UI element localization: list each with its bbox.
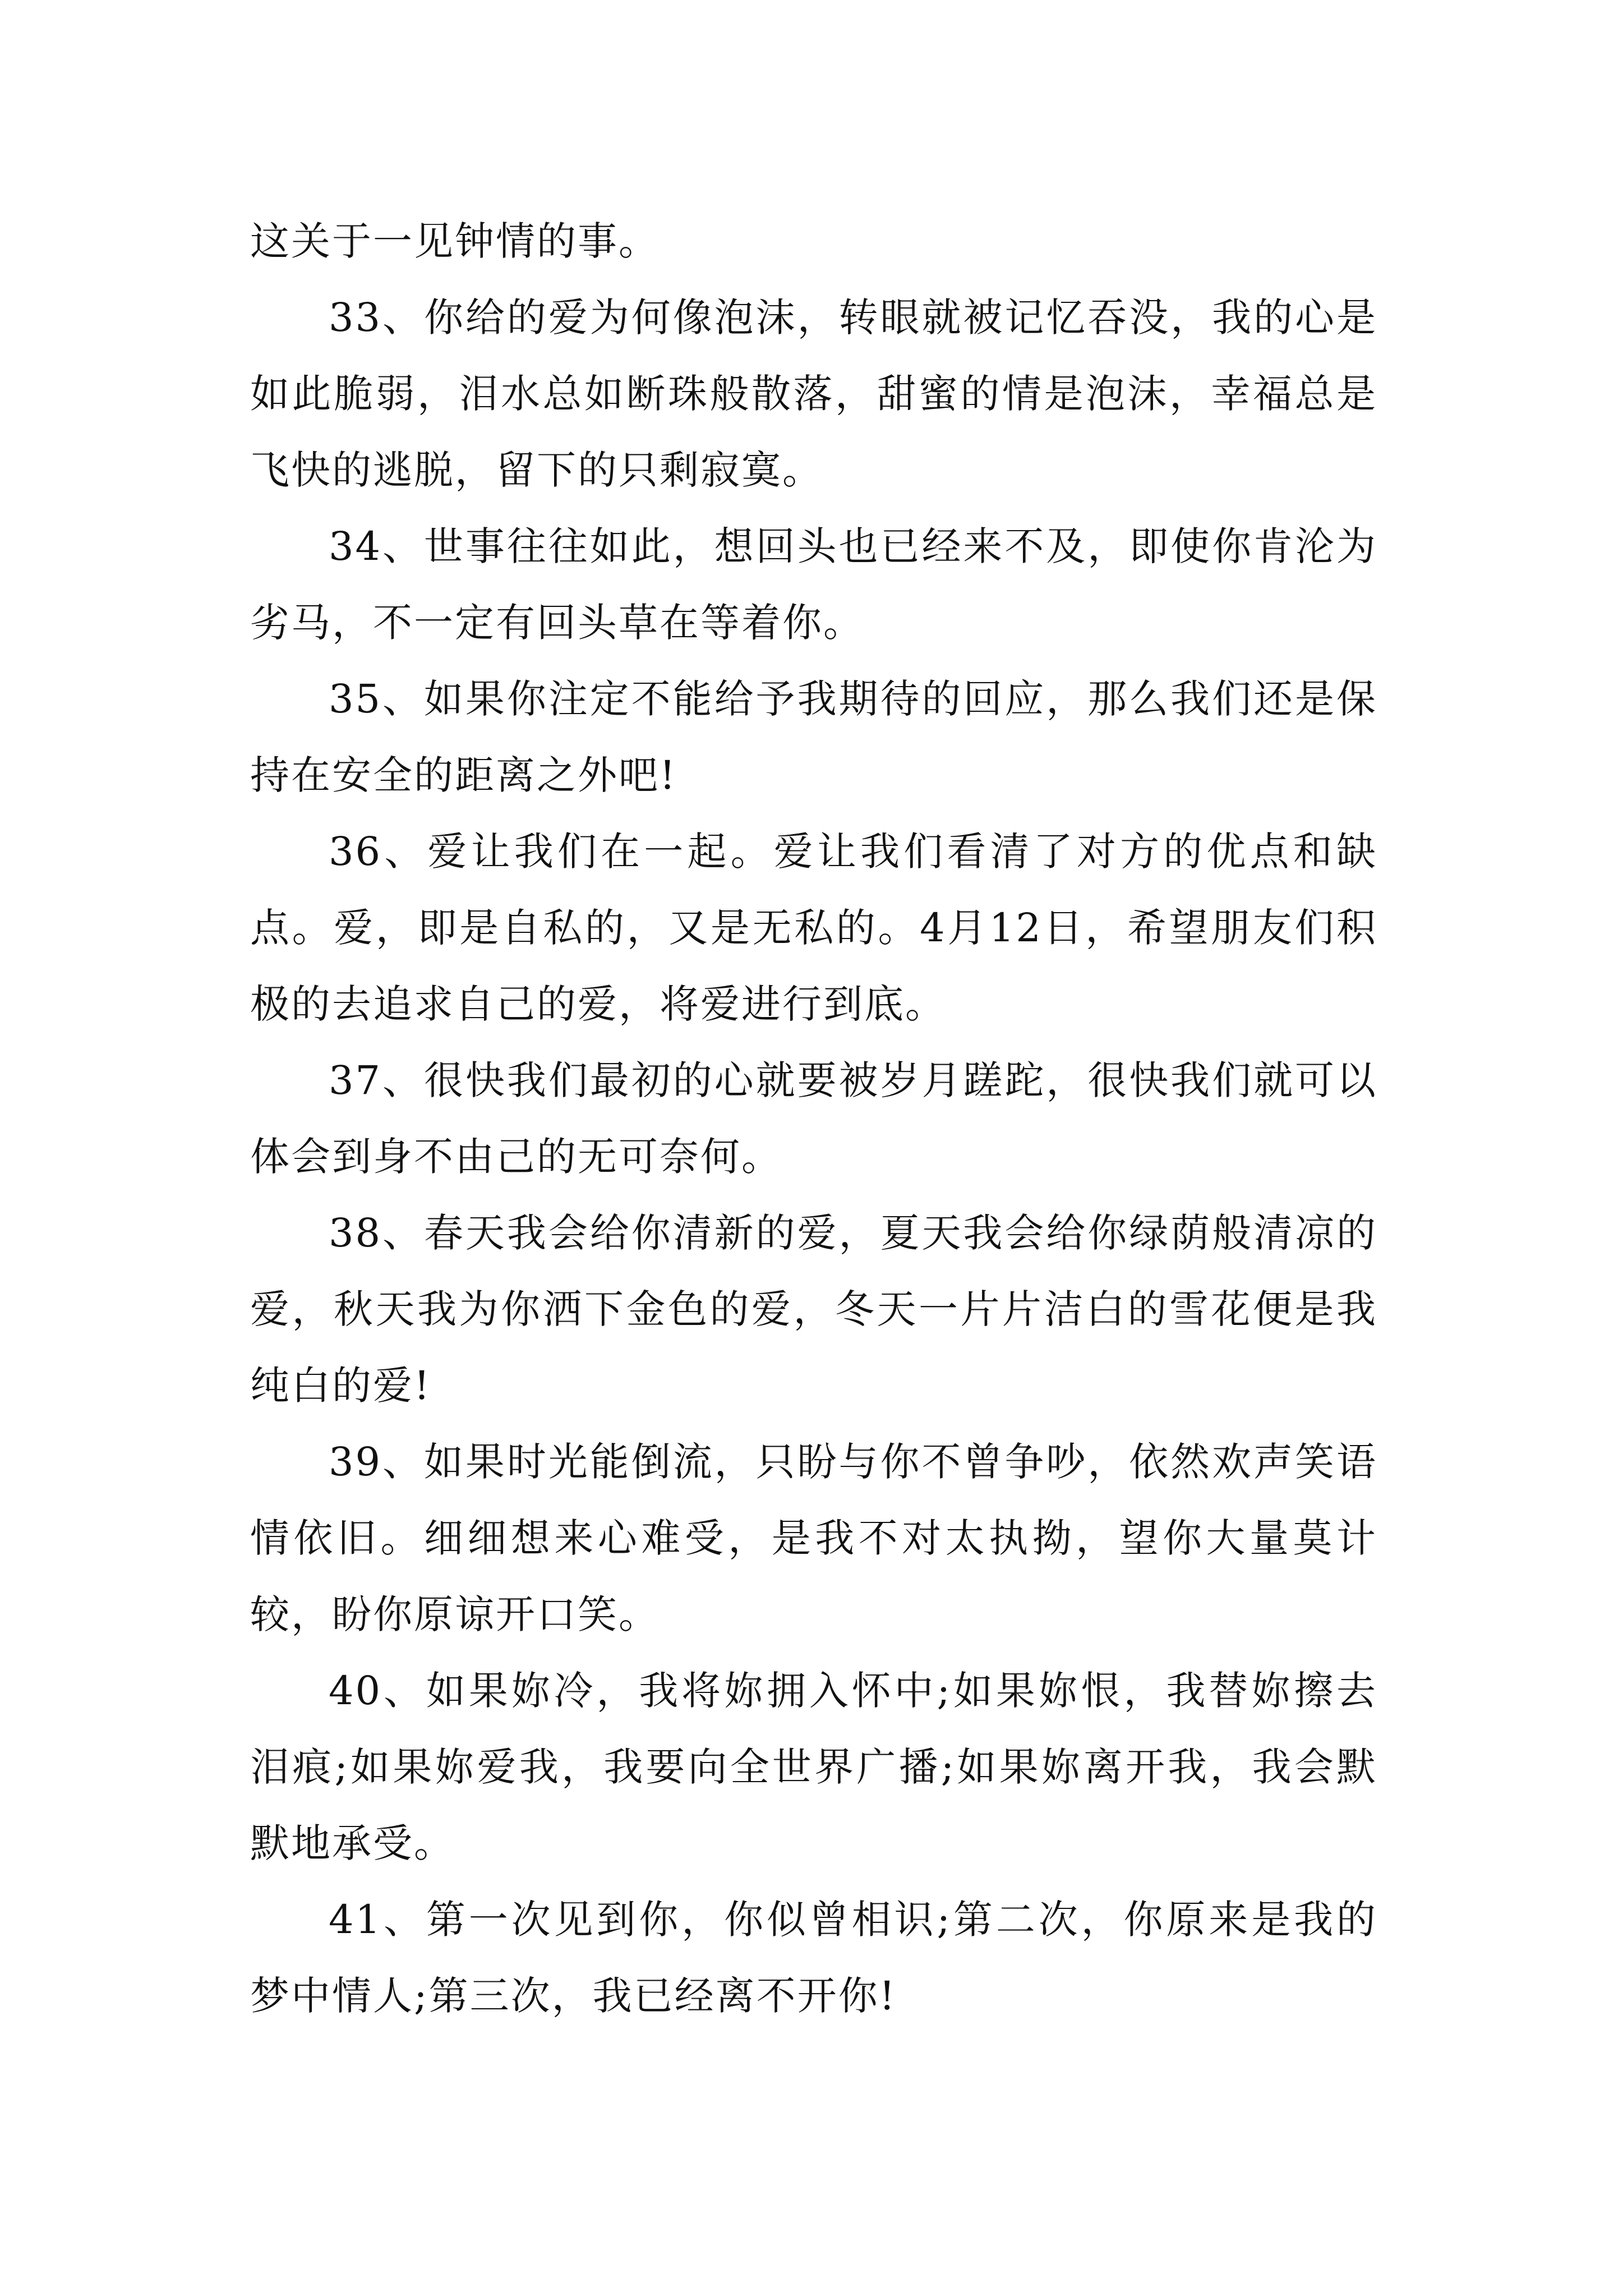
paragraph-item-35: 35、如果你注定不能给予我期待的回应，那么我们还是保持在安全的距离之外吧!: [250, 676, 1377, 798]
paragraph-item-33: 33、你给的爱为何像泡沫，转眼就被记忆吞没，我的心是如此脆弱，泪水总如断珠般散落，甜蜜的情是泡沫，幸福总是飞快的逃脱，留下的只剩寂寞。: [250, 295, 1377, 493]
paragraph-item-36: 36、爱让我们在一起。爱让我们看清了对方的优点和缺点。爱，即是自私的，又是无私的。4月12日，希望朋友们积极的去追求自己的爱，将爱进行到底。: [250, 829, 1377, 1027]
paragraph-item-41: 41、第一次见到你，你似曾相识;第二次，你原来是我的梦中情人;第三次，我已经离不开你!: [250, 1897, 1377, 2019]
paragraph-item-40: 40、如果妳冷，我将妳拥入怀中;如果妳恨，我替妳擦去泪痕;如果妳爱我，我要向全世界广播;如果妳离开我，我会默默地承受。: [250, 1668, 1377, 1866]
paragraph-item-34: 34、世事往往如此，想回头也已经来不及，即使你肯沦为劣马，不一定有回头草在等着你。: [250, 523, 1377, 646]
paragraph-item-38: 38、春天我会给你清新的爱，夏天我会给你绿荫般清凉的爱，秋天我为你洒下金色的爱，冬天一片片洁白的雪花便是我纯白的爱!: [250, 1210, 1377, 1409]
document-body: [250, 203, 1377, 2034]
paragraph-item-37: 37、很快我们最初的心就要被岁月蹉跎，很快我们就可以体会到身不由己的无可奈何。: [250, 1057, 1377, 1180]
paragraph-continuation: 这关于一见钟情的事。: [250, 218, 660, 264]
paragraph-item-39: 39、如果时光能倒流，只盼与你不曾争吵，依然欢声笑语情依旧。细细想来心难受，是我不对太执拗，望你大量莫计较，盼你原谅开口笑。: [250, 1439, 1377, 1637]
